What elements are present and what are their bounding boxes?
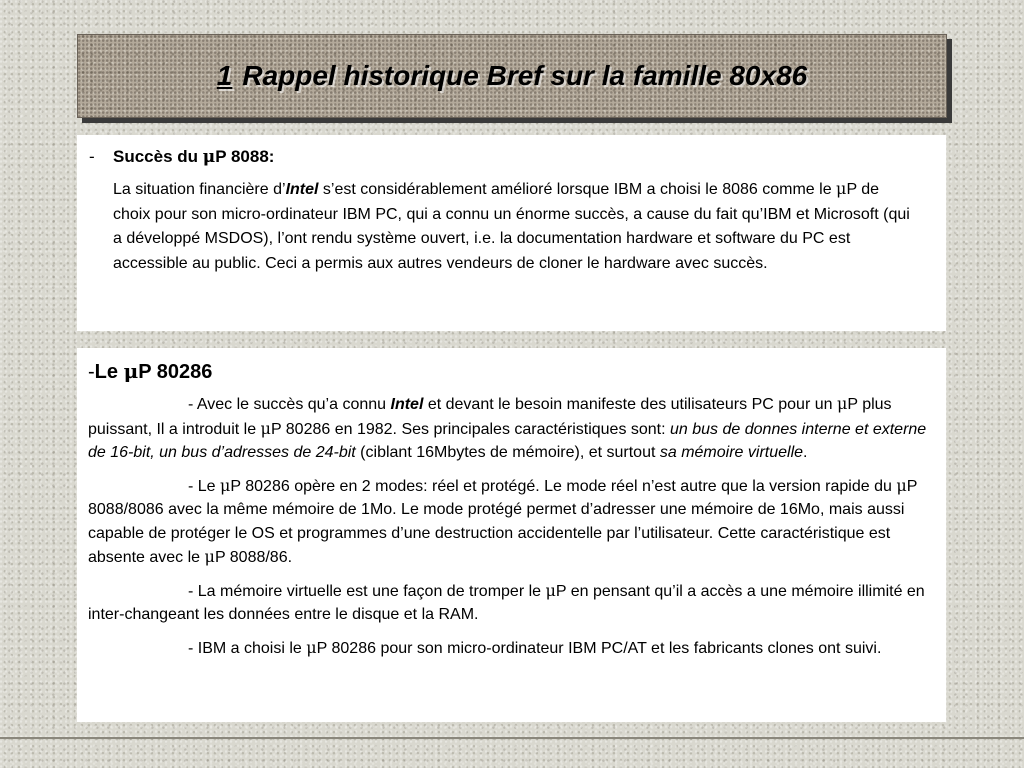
body-text: (ciblant 16Mbytes de mémoire), et surtout bbox=[355, 444, 660, 461]
body-text: - Avec le succès qu’a connu bbox=[188, 396, 391, 413]
heading-text-post: P 8088: bbox=[215, 147, 275, 166]
bus-characteristics: un bus de donnes interne et externe de 16-bit, un bus d’adresses de 24-bit bbox=[88, 420, 927, 461]
heading-text-pre: Le bbox=[94, 361, 124, 383]
body-text: P en pensant qu’il a accès a une mémoire illimité en inter-changeant les données entre le disque et la RAM. bbox=[88, 582, 925, 623]
paragraph-ibm-pc-at bbox=[88, 636, 932, 661]
title-number: 1 bbox=[216, 60, 233, 91]
mu-symbol: μ bbox=[260, 418, 271, 438]
heading-text-post: P 80286 bbox=[138, 361, 213, 383]
body-text: - IBM a choisi le bbox=[188, 639, 307, 657]
title-text: Rappel historique Bref sur la famille 80x86 bbox=[242, 60, 808, 91]
mu-symbol: μ bbox=[836, 394, 848, 413]
intel-emphasis: Intel bbox=[285, 181, 319, 198]
mu-symbol: μ bbox=[836, 179, 847, 198]
body-text: et devant le besoin manifeste des utilisateurs PC pour un bbox=[423, 396, 837, 413]
paragraph-virtual-memory bbox=[88, 579, 932, 627]
bullet-dash: - bbox=[89, 147, 95, 166]
section-8088-body bbox=[113, 177, 916, 276]
mu-symbol: μ bbox=[220, 475, 231, 495]
mu-symbol: μ bbox=[204, 547, 215, 566]
body-text: . bbox=[803, 444, 808, 461]
body-text: s’est considérablement amélioré lorsque IBM a choisi le 8086 comme le bbox=[318, 181, 837, 198]
body-text: - Le bbox=[188, 477, 221, 495]
section-80286-heading bbox=[88, 359, 932, 384]
mu-symbol: μ bbox=[545, 580, 556, 600]
body-text: P plus puissant, Il a introduit le bbox=[88, 396, 892, 438]
heading-text-pre: Succès du bbox=[113, 147, 203, 166]
intel-emphasis: Intel bbox=[390, 396, 424, 413]
body-text: - La mémoire virtuelle est une façon de tromper le bbox=[188, 582, 546, 600]
section-8088-panel bbox=[77, 135, 946, 331]
body-text: P 8088/8086 avec la même mémoire de 1Mo. Le mode protégé permet d’adresser une mémoire de 16Mo, mais aussi capable de protéger le OS et programmes d’une destruction accidentelle par l’utilisateur. Cette caractéristique est absente avec le bbox=[88, 477, 918, 566]
title-box bbox=[77, 34, 947, 118]
section-8088-heading bbox=[89, 147, 916, 167]
paragraph-modes bbox=[88, 474, 932, 570]
body-text: P 80286 opère en 2 modes: réel et protégé. Le mode réel n’est autre que la version rapide du bbox=[230, 477, 897, 495]
section-80286-panel bbox=[77, 348, 946, 722]
body-text: P de choix pour son micro-ordinateur IBM PC, qui a connu un énorme succès, a cause du fait qu’IBM et Microsoft (qui a développé MSDOS), l’ont rendu système ouvert, i.e. la documentation hardware et software du PC est accessible au public. Ceci a permis aux autres vendeurs de cloner le hardware avec succès. bbox=[113, 181, 910, 272]
slide-title bbox=[217, 60, 807, 92]
footer-divider bbox=[0, 737, 1024, 739]
mu-symbol: μ bbox=[202, 147, 216, 167]
mu-symbol: μ bbox=[306, 637, 317, 657]
bullet-dash: - bbox=[88, 361, 95, 383]
body-text: P 80286 pour son micro-ordinateur IBM PC/AT et les fabricants clones ont suivi. bbox=[316, 639, 882, 657]
body-text: P 80286 en 1982. Ses principales caractéristiques sont: bbox=[270, 420, 671, 438]
mu-symbol: μ bbox=[123, 359, 139, 383]
body-text: La situation financière d’ bbox=[113, 181, 286, 198]
mu-symbol: μ bbox=[896, 475, 907, 495]
virtual-memory-emphasis: sa mémoire virtuelle bbox=[659, 444, 804, 461]
body-text: P 8088/86. bbox=[214, 549, 293, 566]
paragraph-intro bbox=[88, 392, 932, 465]
